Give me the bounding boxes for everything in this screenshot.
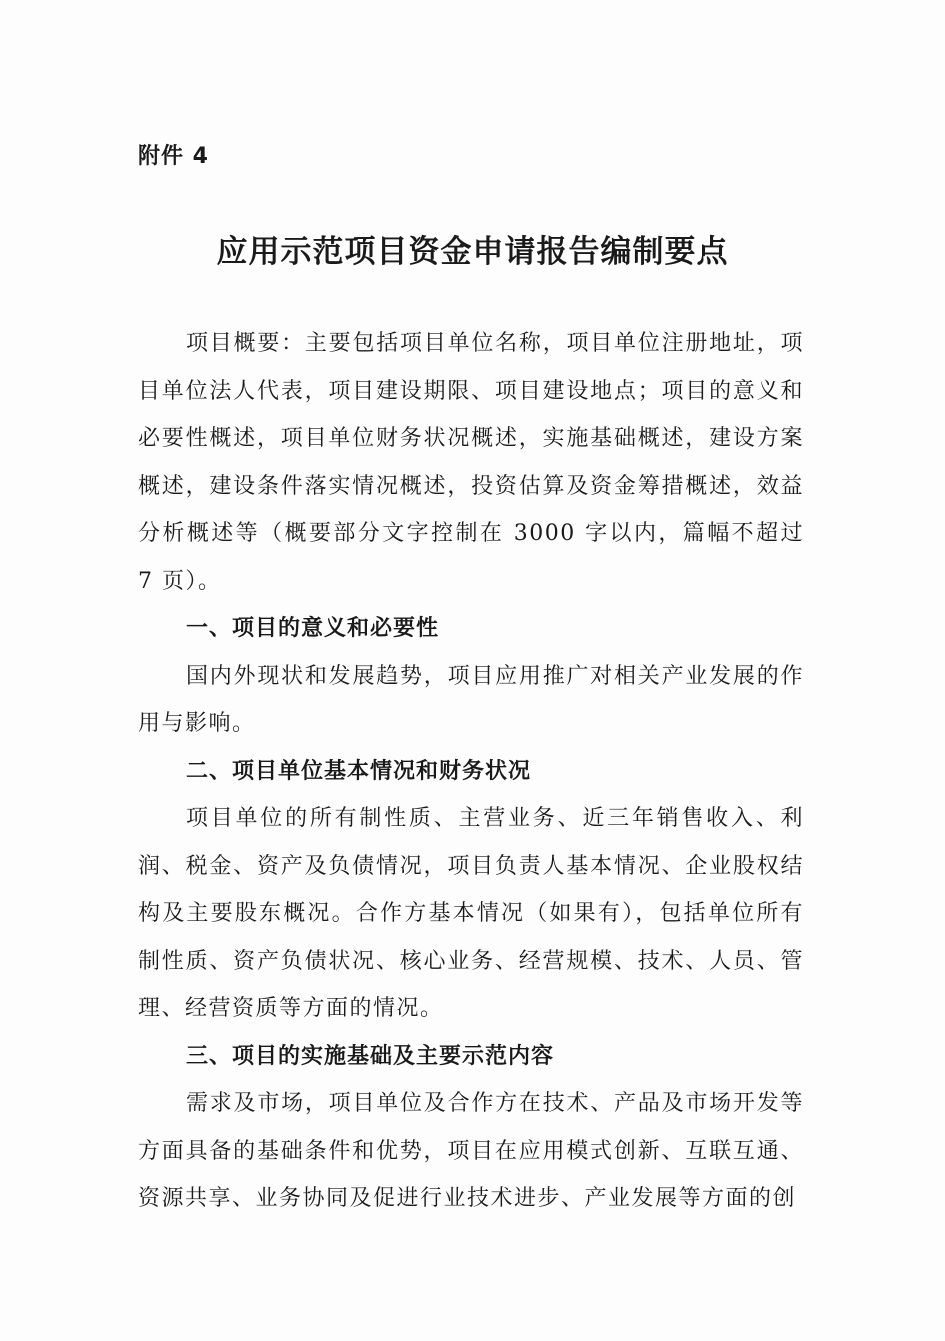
section-paragraph-2: 项目单位的所有制性质、主营业务、近三年销售收入、利润、税金、资产及负债情况，项目负责人基本情况、企业股权结构及主要股东概况。合作方基本情况（如果有），包括单位所有制性质、资产负债状况、核心业务、经营规模、技术、人员、管理、经营资质等方面的情况。 — [138, 806, 804, 1021]
section-heading-3: 三、项目的实施基础及主要示范内容 — [186, 1043, 555, 1069]
document-body — [138, 320, 804, 1223]
section-heading-2: 二、项目单位基本情况和财务状况 — [186, 758, 532, 784]
attachment-label: 附件 4 — [138, 144, 209, 169]
overview-paragraph: 项目概要：主要包括项目单位名称，项目单位注册地址，项目单位法人代表，项目建设期限、项目建设地点；项目的意义和必要性概述，项目单位财务状况概述，实施基础概述，建设方案概述，建设条件落实情况概述，投资估算及资金筹措概述，效益分析概述等（概要部分文字控制在 3000 字以内，篇幅不超过 7 页）。 — [138, 331, 804, 594]
section-paragraph-1: 国内外现状和发展趋势，项目应用推广对相关产业发展的作用与影响。 — [138, 663, 804, 736]
section-heading-1: 一、项目的意义和必要性 — [186, 616, 440, 641]
document-title: 应用示范项目资金申请报告编制要点 — [216, 234, 729, 270]
section-paragraph-3: 需求及市场，项目单位及合作方在技术、产品及市场开发等方面具备的基础条件和优势，项目在应用模式创新、互联互通、资源共享、业务协同及促进行业技术进步、产业发展等方面的创 — [138, 1091, 804, 1211]
